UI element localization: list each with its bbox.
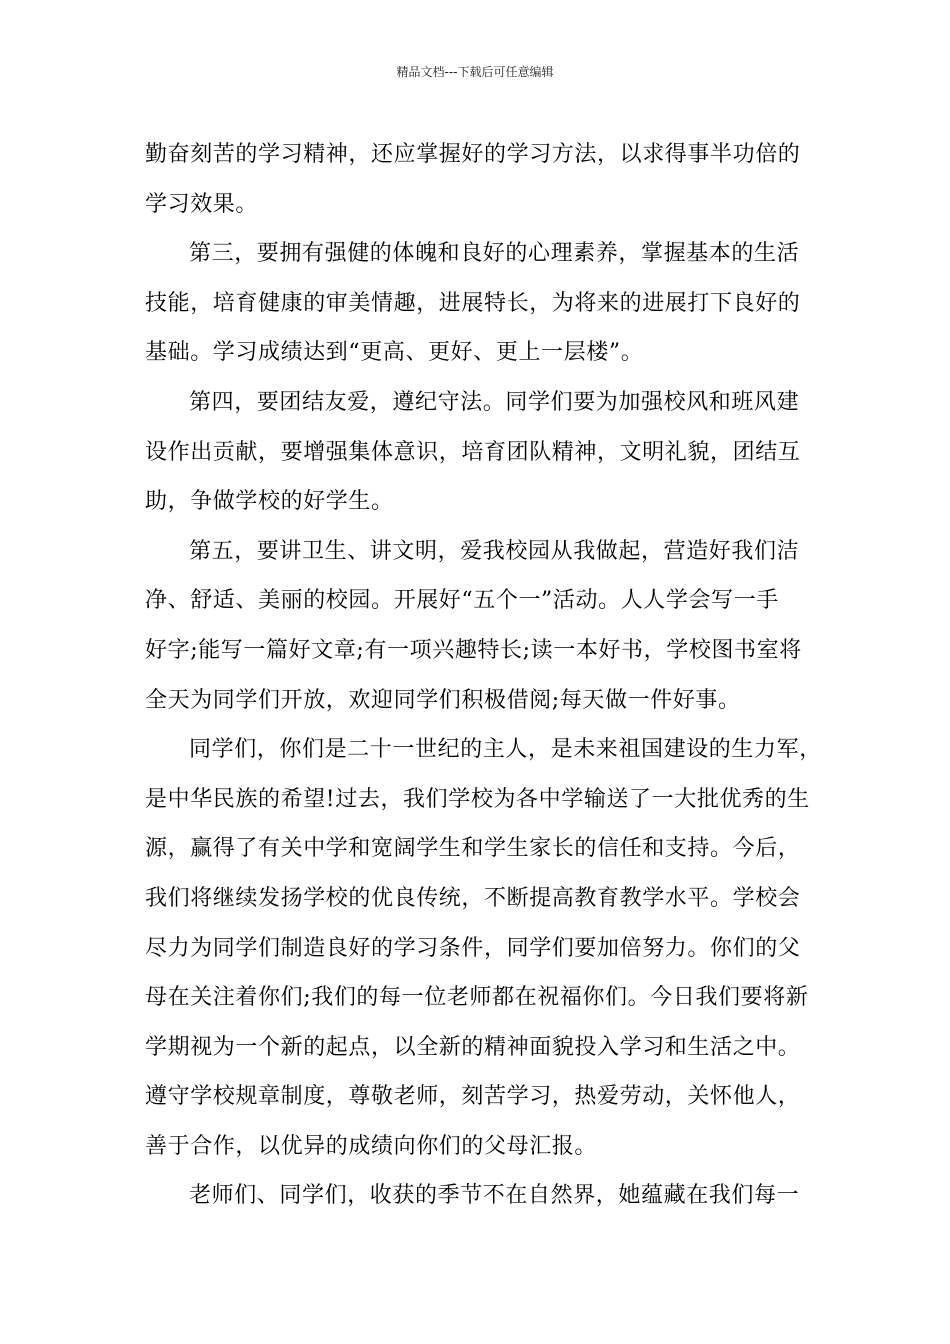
text-line: 基础。学习成绩达到“更高、更好、更上一层楼”。 (145, 340, 644, 366)
document-body (145, 130, 822, 1221)
text-line: 善于合作，以优异的成绩向你们的父母汇报。 (145, 1133, 598, 1159)
text-line: 设作出贡献，要增强集体意识，培育团队精神，文明礼貌，团结互 (145, 439, 801, 465)
text-line: 我们将继续发扬学校的优良传统，不断提高教育教学水平。学校会 (145, 885, 801, 911)
text-line: 源，赢得了有关中学和宽阔学生和学生家长的信任和支持。今后， (145, 836, 801, 862)
text-line: 净、舒适、美丽的校园。开展好“五个一”活动。人人学会写一手 (145, 588, 779, 614)
paragraph-start-line: 第五，要讲卫生、讲文明，爱我校园从我做起，营造好我们洁 (189, 538, 800, 564)
paragraph-start-line: 第三，要拥有强健的体魄和良好的心理素养，掌握基本的生活 (189, 241, 800, 267)
text-line: 助，争做学校的好学生。 (145, 489, 394, 515)
text-line: 学期视为一个新的起点，以全新的精神面貌投入学习和生活之中。 (145, 1034, 801, 1060)
paragraph-start-line: 老师们、同学们，收获的季节不在自然界，她蕴藏在我们每一 (189, 1183, 800, 1209)
text-line: 技能，培育健康的审美情趣，进展特长，为将来的进展打下良好的 (145, 290, 801, 316)
text-line: 是中华民族的希望!过去，我们学校为各中学输送了一大批优秀的生 (145, 786, 810, 812)
text-line: 遵守学校规章制度，尊敬老师，刻苦学习，热爱劳动，关怀他人， (145, 1084, 801, 1110)
paragraph-start-line: 第四，要团结友爱，遵纪守法。同学们要为加强校风和班风建 (189, 389, 800, 415)
text-line: 全天为同学们开放，欢迎同学们积极借阅;每天做一件好事。 (145, 687, 741, 713)
text-line: 勤奋刻苦的学习精神，还应掌握好的学习方法，以求得事半功倍的 (145, 142, 801, 167)
paragraph-start-line: 同学们，你们是二十一世纪的主人，是未来祖国建设的生力军， (189, 737, 822, 763)
text-line: 母在关注着你们;我们的每一位老师都在祝福你们。今日我们要将新 (145, 985, 809, 1011)
text-line: 好字;能写一篇好文章;有一项兴趣特长;读一本好书，学校图书室将 (145, 637, 802, 663)
page-header: 精品文档---下载后可任意编辑 (396, 65, 554, 79)
text-line: 学习效果。 (145, 191, 259, 217)
text-line: 尽力为同学们制造良好的学习条件，同学们要加倍努力。你们的父 (145, 935, 801, 961)
